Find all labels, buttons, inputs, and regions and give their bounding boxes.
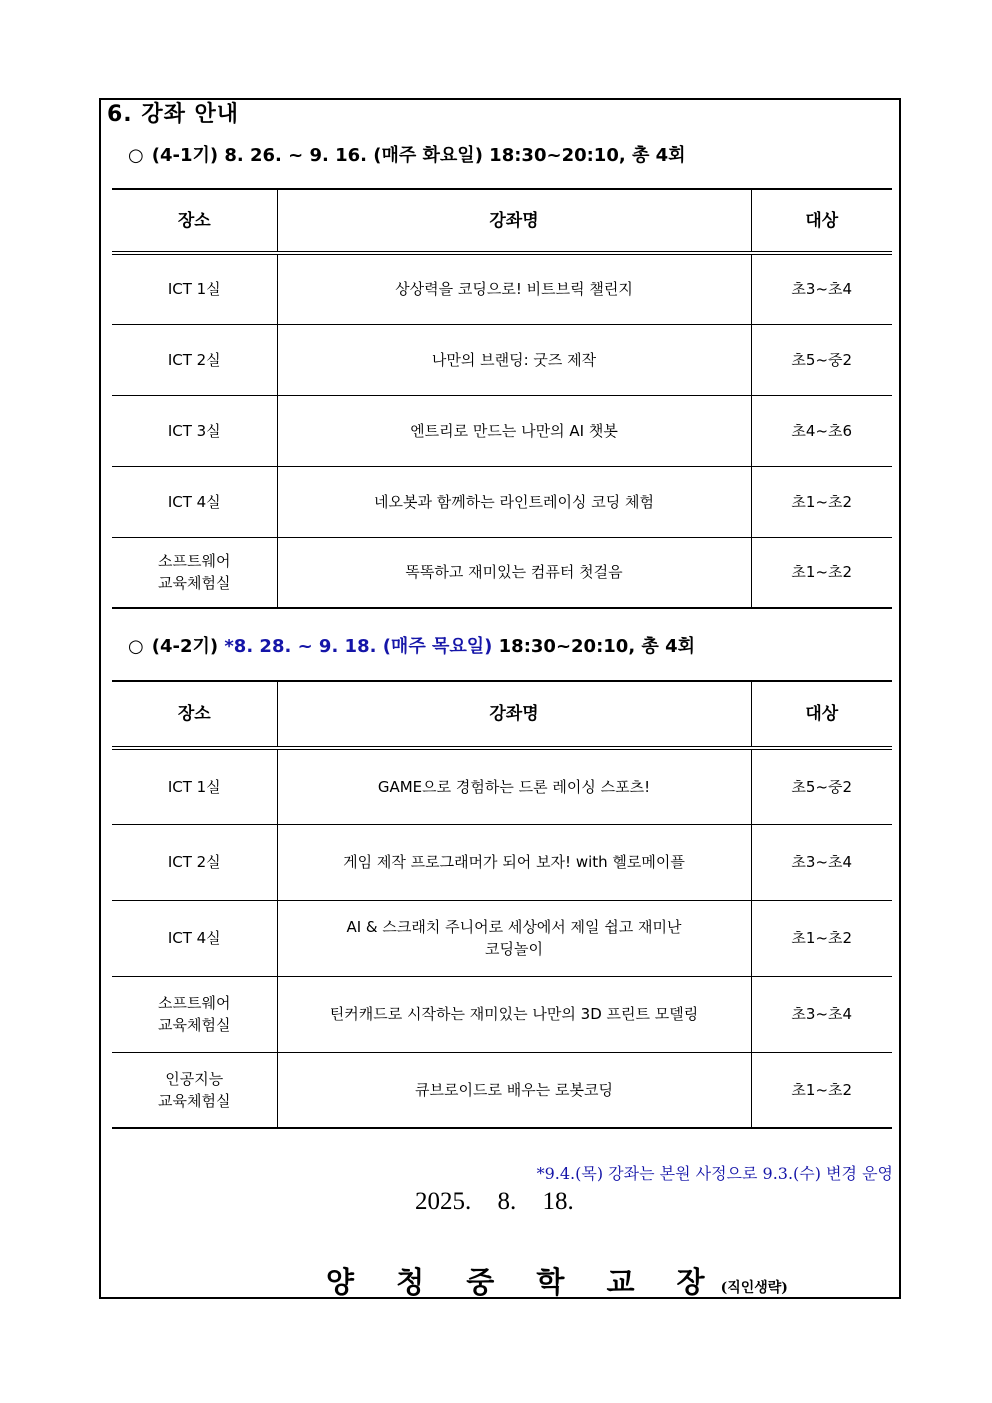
schedule-change-note: *9.4.(목) 강좌는 본원 사정으로 9.3.(수) 변경 운영 xyxy=(536,1164,893,1183)
course-cell: 큐브로이드로 배우는 로봇코딩 xyxy=(277,1052,751,1128)
table-row xyxy=(112,824,892,900)
target-cell: 초3~초4 xyxy=(751,976,892,1052)
course-cell: 나만의 브랜딩: 굿즈 제작 xyxy=(277,324,751,395)
table-row xyxy=(112,748,892,824)
place-line: 소프트웨어 xyxy=(158,552,231,571)
section-title: 6. 강좌 안내 xyxy=(107,102,239,127)
target-cell: 초1~초2 xyxy=(751,466,892,537)
place-cell: ICT 2실 xyxy=(167,853,221,871)
table-row xyxy=(112,466,892,537)
term2-heading xyxy=(128,632,695,658)
table-row xyxy=(112,900,892,976)
term2-label-highlight: *8. 28. ~ 9. 18. (매주 목요일) xyxy=(224,636,493,657)
table-row xyxy=(112,976,892,1052)
table-row xyxy=(112,324,892,395)
issue-date: 2025. 8. 18. xyxy=(415,1188,574,1215)
target-cell: 초4~초6 xyxy=(751,395,892,466)
table-header-row xyxy=(112,189,892,253)
place-cell xyxy=(112,1052,277,1128)
course-line: AI & 스크래치 주니어로 세상에서 제일 쉽고 재미난 xyxy=(346,918,682,936)
course-cell: 똑똑하고 재미있는 컴퓨터 첫걸음 xyxy=(277,537,751,608)
target-cell: 초3~초4 xyxy=(751,824,892,900)
target-cell: 초5~중2 xyxy=(751,324,892,395)
term2-label-suffix: 18:30~20:10, 총 4회 xyxy=(498,636,696,657)
circle-bullet-icon: ○ xyxy=(128,145,144,166)
course-cell: 네오봇과 함께하는 라인트레이싱 코딩 체험 xyxy=(277,466,751,537)
table-row xyxy=(112,1052,892,1128)
place-line: 소프트웨어 xyxy=(158,994,231,1012)
course-cell xyxy=(277,900,751,976)
target-cell: 초3~초4 xyxy=(751,253,892,324)
term2-table xyxy=(112,680,892,1129)
place-cell: ICT 2실 xyxy=(167,350,221,369)
course-cell: 상상력을 코딩으로! 비트브릭 챌린지 xyxy=(277,253,751,324)
table-row xyxy=(112,537,892,608)
place-line: 교육체험실 xyxy=(158,1091,231,1110)
term2-label-prefix: (4-2기) xyxy=(151,636,219,657)
place-cell: ICT 1실 xyxy=(167,777,221,796)
header-course: 강좌명 xyxy=(277,681,751,748)
course-cell: 게임 제작 프로그래머가 되어 보자! with 헬로메이플 xyxy=(277,824,751,900)
header-course: 강좌명 xyxy=(277,189,751,253)
place-cell: ICT 4실 xyxy=(167,492,221,511)
place-line: 인공지능 xyxy=(165,1069,224,1088)
header-place: 장소 xyxy=(112,189,277,253)
place-cell xyxy=(112,976,277,1052)
target-cell: 초5~중2 xyxy=(751,748,892,824)
place-line: 교육체험실 xyxy=(158,574,231,593)
place-cell: ICT 4실 xyxy=(167,929,221,947)
place-cell: ICT 1실 xyxy=(167,280,221,299)
course-cell: 틴커캐드로 시작하는 재미있는 나만의 3D 프린트 모델링 xyxy=(277,976,751,1052)
term1-table xyxy=(112,188,892,609)
principal-signature xyxy=(326,1260,788,1301)
target-cell: 초1~초2 xyxy=(751,900,892,976)
header-target: 대상 xyxy=(751,681,892,748)
term1-heading xyxy=(128,141,686,167)
target-cell: 초1~초2 xyxy=(751,1052,892,1128)
header-target: 대상 xyxy=(751,189,892,253)
table-row xyxy=(112,395,892,466)
header-place: 장소 xyxy=(112,681,277,748)
place-cell xyxy=(112,537,277,608)
target-cell: 초1~초2 xyxy=(751,537,892,608)
table-header-row xyxy=(112,681,892,748)
seal-omitted-remark: (직인생략) xyxy=(720,1280,788,1296)
place-line: 교육체험실 xyxy=(158,1016,231,1034)
term1-label: (4-1기) 8. 26. ~ 9. 16. (매주 화요일) 18:30~20:10, 총 4회 xyxy=(151,145,686,166)
circle-bullet-icon: ○ xyxy=(128,636,144,657)
course-line: 코딩놀이 xyxy=(485,940,543,958)
table-row xyxy=(112,253,892,324)
course-cell: GAME으로 경험하는 드론 레이싱 스포츠! xyxy=(277,748,751,824)
principal-name: 양 청 중 학 교 장 xyxy=(326,1265,721,1299)
course-cell: 엔트리로 만드는 나만의 AI 챗봇 xyxy=(277,395,751,466)
place-cell: ICT 3실 xyxy=(167,421,221,440)
